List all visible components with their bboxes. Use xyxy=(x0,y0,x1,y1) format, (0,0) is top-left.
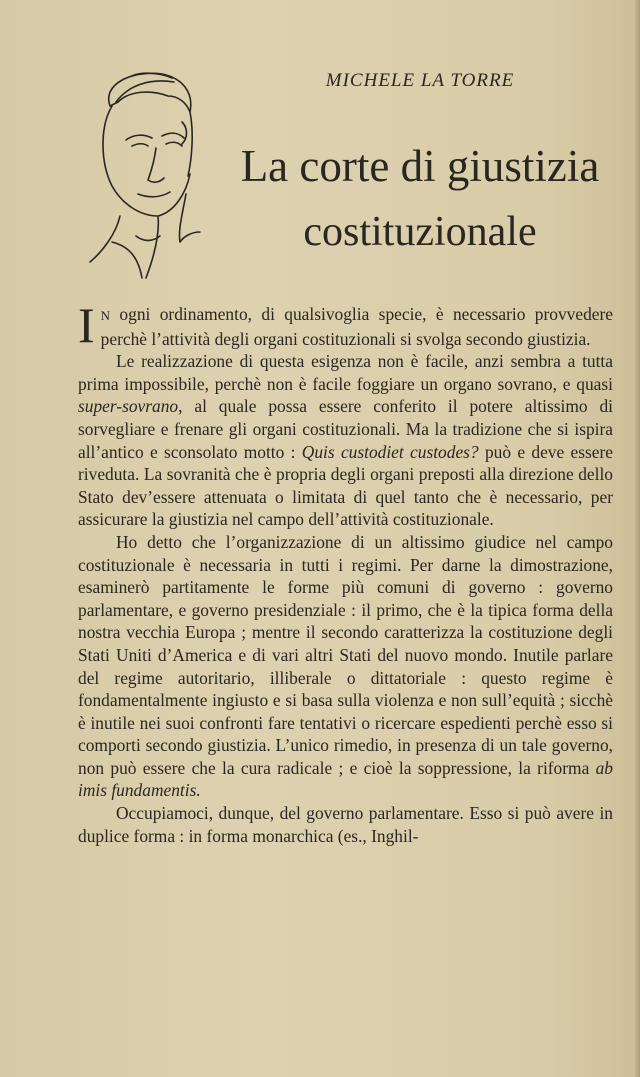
paragraph-2-text-b: al quale possa essere conferito il potere altissimo di sorvegliare e frenare gli organi costituzionali. Ma la tradizione che si ispira all’antico e sconsolato motto : xyxy=(78,396,613,462)
paragraph-4-text: Occupiamoci, dunque, del governo parlamentare. Esso si può avere in duplice forma : in forma monarchica (es., Inghil- xyxy=(78,803,613,846)
italic-quis-custodiet: Quis custodiet custodes? xyxy=(301,441,479,462)
paragraph-2-text-a: Le realizzazione di questa esigenza non è facile, anzi sembra a tutta prima impossibile, perchè non è facile foggiare un organo sovrano, e quasi xyxy=(78,351,613,394)
article-title-line2: costituzionale xyxy=(303,209,537,255)
drop-cap: I xyxy=(78,297,95,353)
paragraph-3-text: Ho detto che l’organizzazione di un altissimo giudice nel campo costituzionale è necessaria in tutti i regimi. Per darne la dimostrazione, esaminerò partitamente le forme più comuni di governo : governo parlamentare, e governo presidenziale : il primo, che è la tipica forma della nostra vecchia Europa ; mentre il secondo caratterizza la costituzione degli Stati Uniti d’America e di vari altri Stati del nuovo mondo. Inutile parlare del regime autoritario, illiberale o dittatoriale : questo regime è fondamentalmente ingiusto e si basa sulla violenza e non sull’equità ; sicchè è inutile nei suoi confronti fare tentativi o ricercare espedienti perchè esso si comporti secondo giustizia. L’unico rimedio, in presenza di un tale governo, non può essere che la cura radicale ; e cioè la soppressione, la riforma xyxy=(78,531,613,778)
paragraph-1-text: ogni ordinamento, di qualsivoglia specie, è necessario provvedere perchè l’attività degli organi costituzionali si svolga secondo giustizia. xyxy=(100,304,613,349)
paragraph-2-text-c: può e deve essere riveduta. La sovranità che è propria degli organi preposti alla direzione dello Stato dev’essere attenuata o limitata di quel tanto che è necessario, per assicurare la giustizia nel campo dell’attività costituzionale. xyxy=(78,441,614,530)
article-title-line1: La corte di giustizia xyxy=(240,141,600,191)
italic-super-sovrano: super-sovrano, xyxy=(78,396,183,417)
paragraph-3 xyxy=(78,531,613,802)
author-name: MICHELE LA TORRE xyxy=(325,70,515,91)
author-sketch-portrait-icon xyxy=(82,66,202,281)
italic-ab-imis: ab imis fundamentis. xyxy=(78,757,613,801)
small-caps-lead: N xyxy=(100,308,111,323)
article-body xyxy=(78,297,614,847)
paragraph-2 xyxy=(78,350,613,531)
paragraph-1 xyxy=(78,297,613,353)
paragraph-4 xyxy=(78,802,613,847)
